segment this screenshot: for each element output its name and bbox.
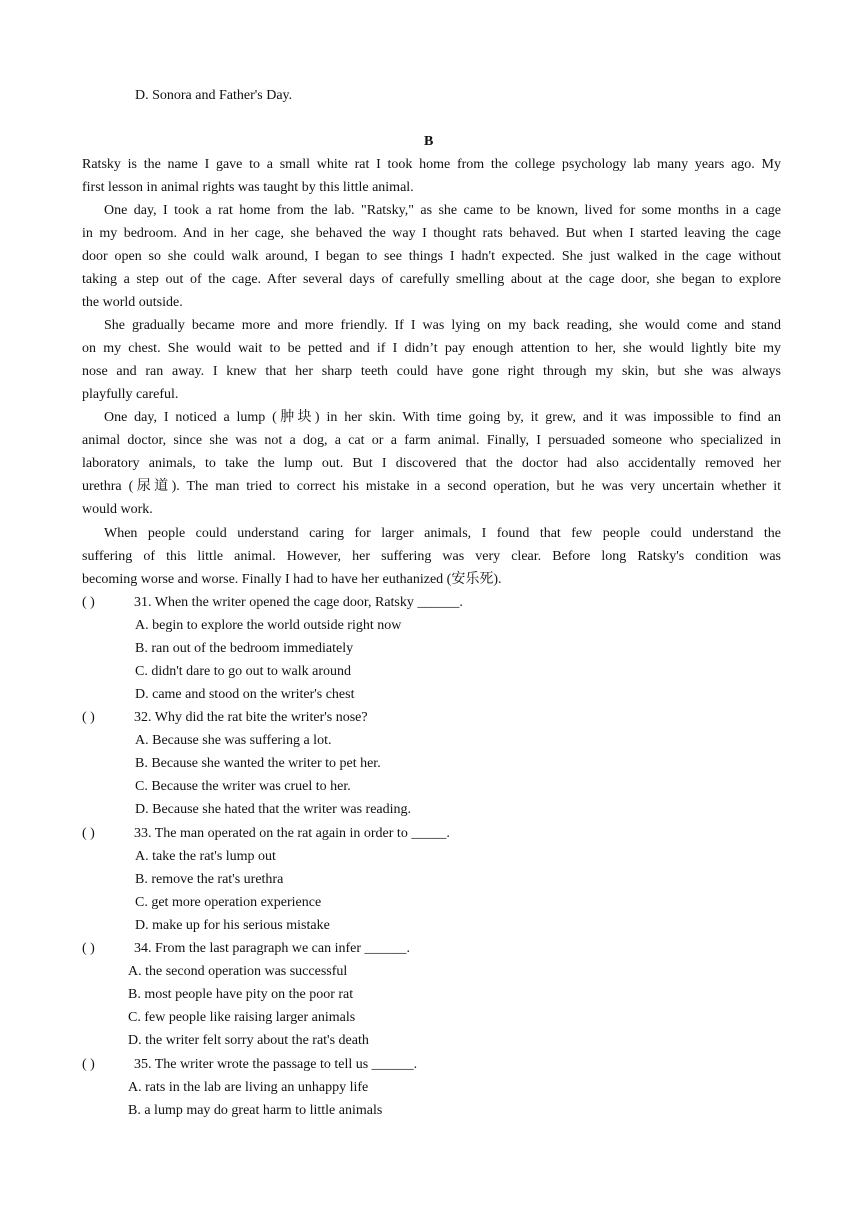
passage-line: the world outside. (82, 295, 183, 310)
passage-line: would work. (82, 502, 153, 517)
passage-line: in my bedroom. And in her cage, she behaved the way I thought rats behaved. But when I started leaving the cage (82, 226, 781, 241)
answer-bracket[interactable]: ( ) (82, 826, 95, 841)
passage-line: urethra (尿道). The man tried to correct his mistake in a second operation, but he was very uncertain whether it (82, 479, 781, 494)
passage-line: becoming worse and worse. Finally I had to have her euthanized (安乐死). (82, 572, 502, 587)
question-stem: 35. The writer wrote the passage to tell us ______. (134, 1057, 418, 1072)
question-stem: 31. When the writer opened the cage door, Ratsky ______. (134, 595, 463, 610)
passage-line: nose and ran away. I knew that her sharp teeth could have gone right through my skin, but she was always (82, 364, 781, 379)
passage-line: playfully careful. (82, 387, 179, 402)
question-option: B. ran out of the bedroom immediately (135, 641, 354, 656)
passage-line: first lesson in animal rights was taught by this little animal. (82, 180, 414, 195)
passage-line: One day, I took a rat home from the lab. "Ratsky," as she came to be known, lived for some months in a cage (104, 203, 781, 218)
answer-bracket[interactable]: ( ) (82, 941, 95, 956)
question-stem: 34. From the last paragraph we can infer ______. (134, 941, 411, 956)
passage-line: Ratsky is the name I gave to a small white rat I took home from the college psychology lab many years ago. My (82, 157, 781, 172)
question-option: B. remove the rat's urethra (135, 872, 284, 887)
passage-line: One day, I noticed a lump (肿块) in her skin. With time going by, it grew, and it was impossible to find an (104, 410, 781, 425)
passage-line: She gradually became more and more friendly. If I was lying on my back reading, she would come and stand (104, 318, 781, 333)
question-option: C. get more operation experience (135, 895, 322, 910)
question-stem: 33. The man operated on the rat again in order to _____. (134, 826, 450, 841)
passage-line: on my chest. She would wait to be petted and if I didn’t pay enough attention to her, she would lightly bite my (82, 341, 781, 356)
prev-question-option-d: D. Sonora and Father's Day. (135, 88, 293, 103)
passage-line: laboratory animals, to take the lump out. But I discovered that the doctor had also accidentally removed her (82, 456, 781, 471)
question-option: D. make up for his serious mistake (135, 918, 330, 933)
question-option: C. Because the writer was cruel to her. (135, 779, 351, 794)
question-option: C. few people like raising larger animals (128, 1010, 356, 1025)
passage-line: suffering of this little animal. However, her suffering was very clear. Before long Ratsky's condition was (82, 549, 781, 564)
question-option: B. Because she wanted the writer to pet her. (135, 756, 381, 771)
section-title: B (424, 134, 434, 149)
passage-line: animal doctor, since she was not a dog, a cat or a farm animal. Finally, I persuaded someone who specialized in (82, 433, 781, 448)
question-option: A. the second operation was successful (128, 964, 348, 979)
question-option: C. didn't dare to go out to walk around (135, 664, 351, 679)
question-option: D. Because she hated that the writer was reading. (135, 802, 412, 817)
question-option: D. the writer felt sorry about the rat's death (128, 1033, 369, 1048)
answer-bracket[interactable]: ( ) (82, 1057, 95, 1072)
passage-line: door open so she could walk around, I began to see things I hadn't expected. She just walked in the cage without (82, 249, 781, 264)
question-stem: 32. Why did the rat bite the writer's nose? (134, 710, 368, 725)
passage-line: When people could understand caring for larger animals, I found that few people could understand the (104, 526, 781, 541)
passage-line: taking a step out of the cage. After several days of carefully smelling about at the cage door, she began to explore (82, 272, 781, 287)
question-option: B. most people have pity on the poor rat (128, 987, 354, 1002)
question-option: A. Because she was suffering a lot. (135, 733, 332, 748)
question-option: D. came and stood on the writer's chest (135, 687, 355, 702)
question-option: A. rats in the lab are living an unhappy life (128, 1080, 369, 1095)
question-option: B. a lump may do great harm to little animals (128, 1103, 383, 1118)
question-option: A. begin to explore the world outside right now (135, 618, 402, 633)
answer-bracket[interactable]: ( ) (82, 595, 95, 610)
answer-bracket[interactable]: ( ) (82, 710, 95, 725)
question-option: A. take the rat's lump out (135, 849, 276, 864)
